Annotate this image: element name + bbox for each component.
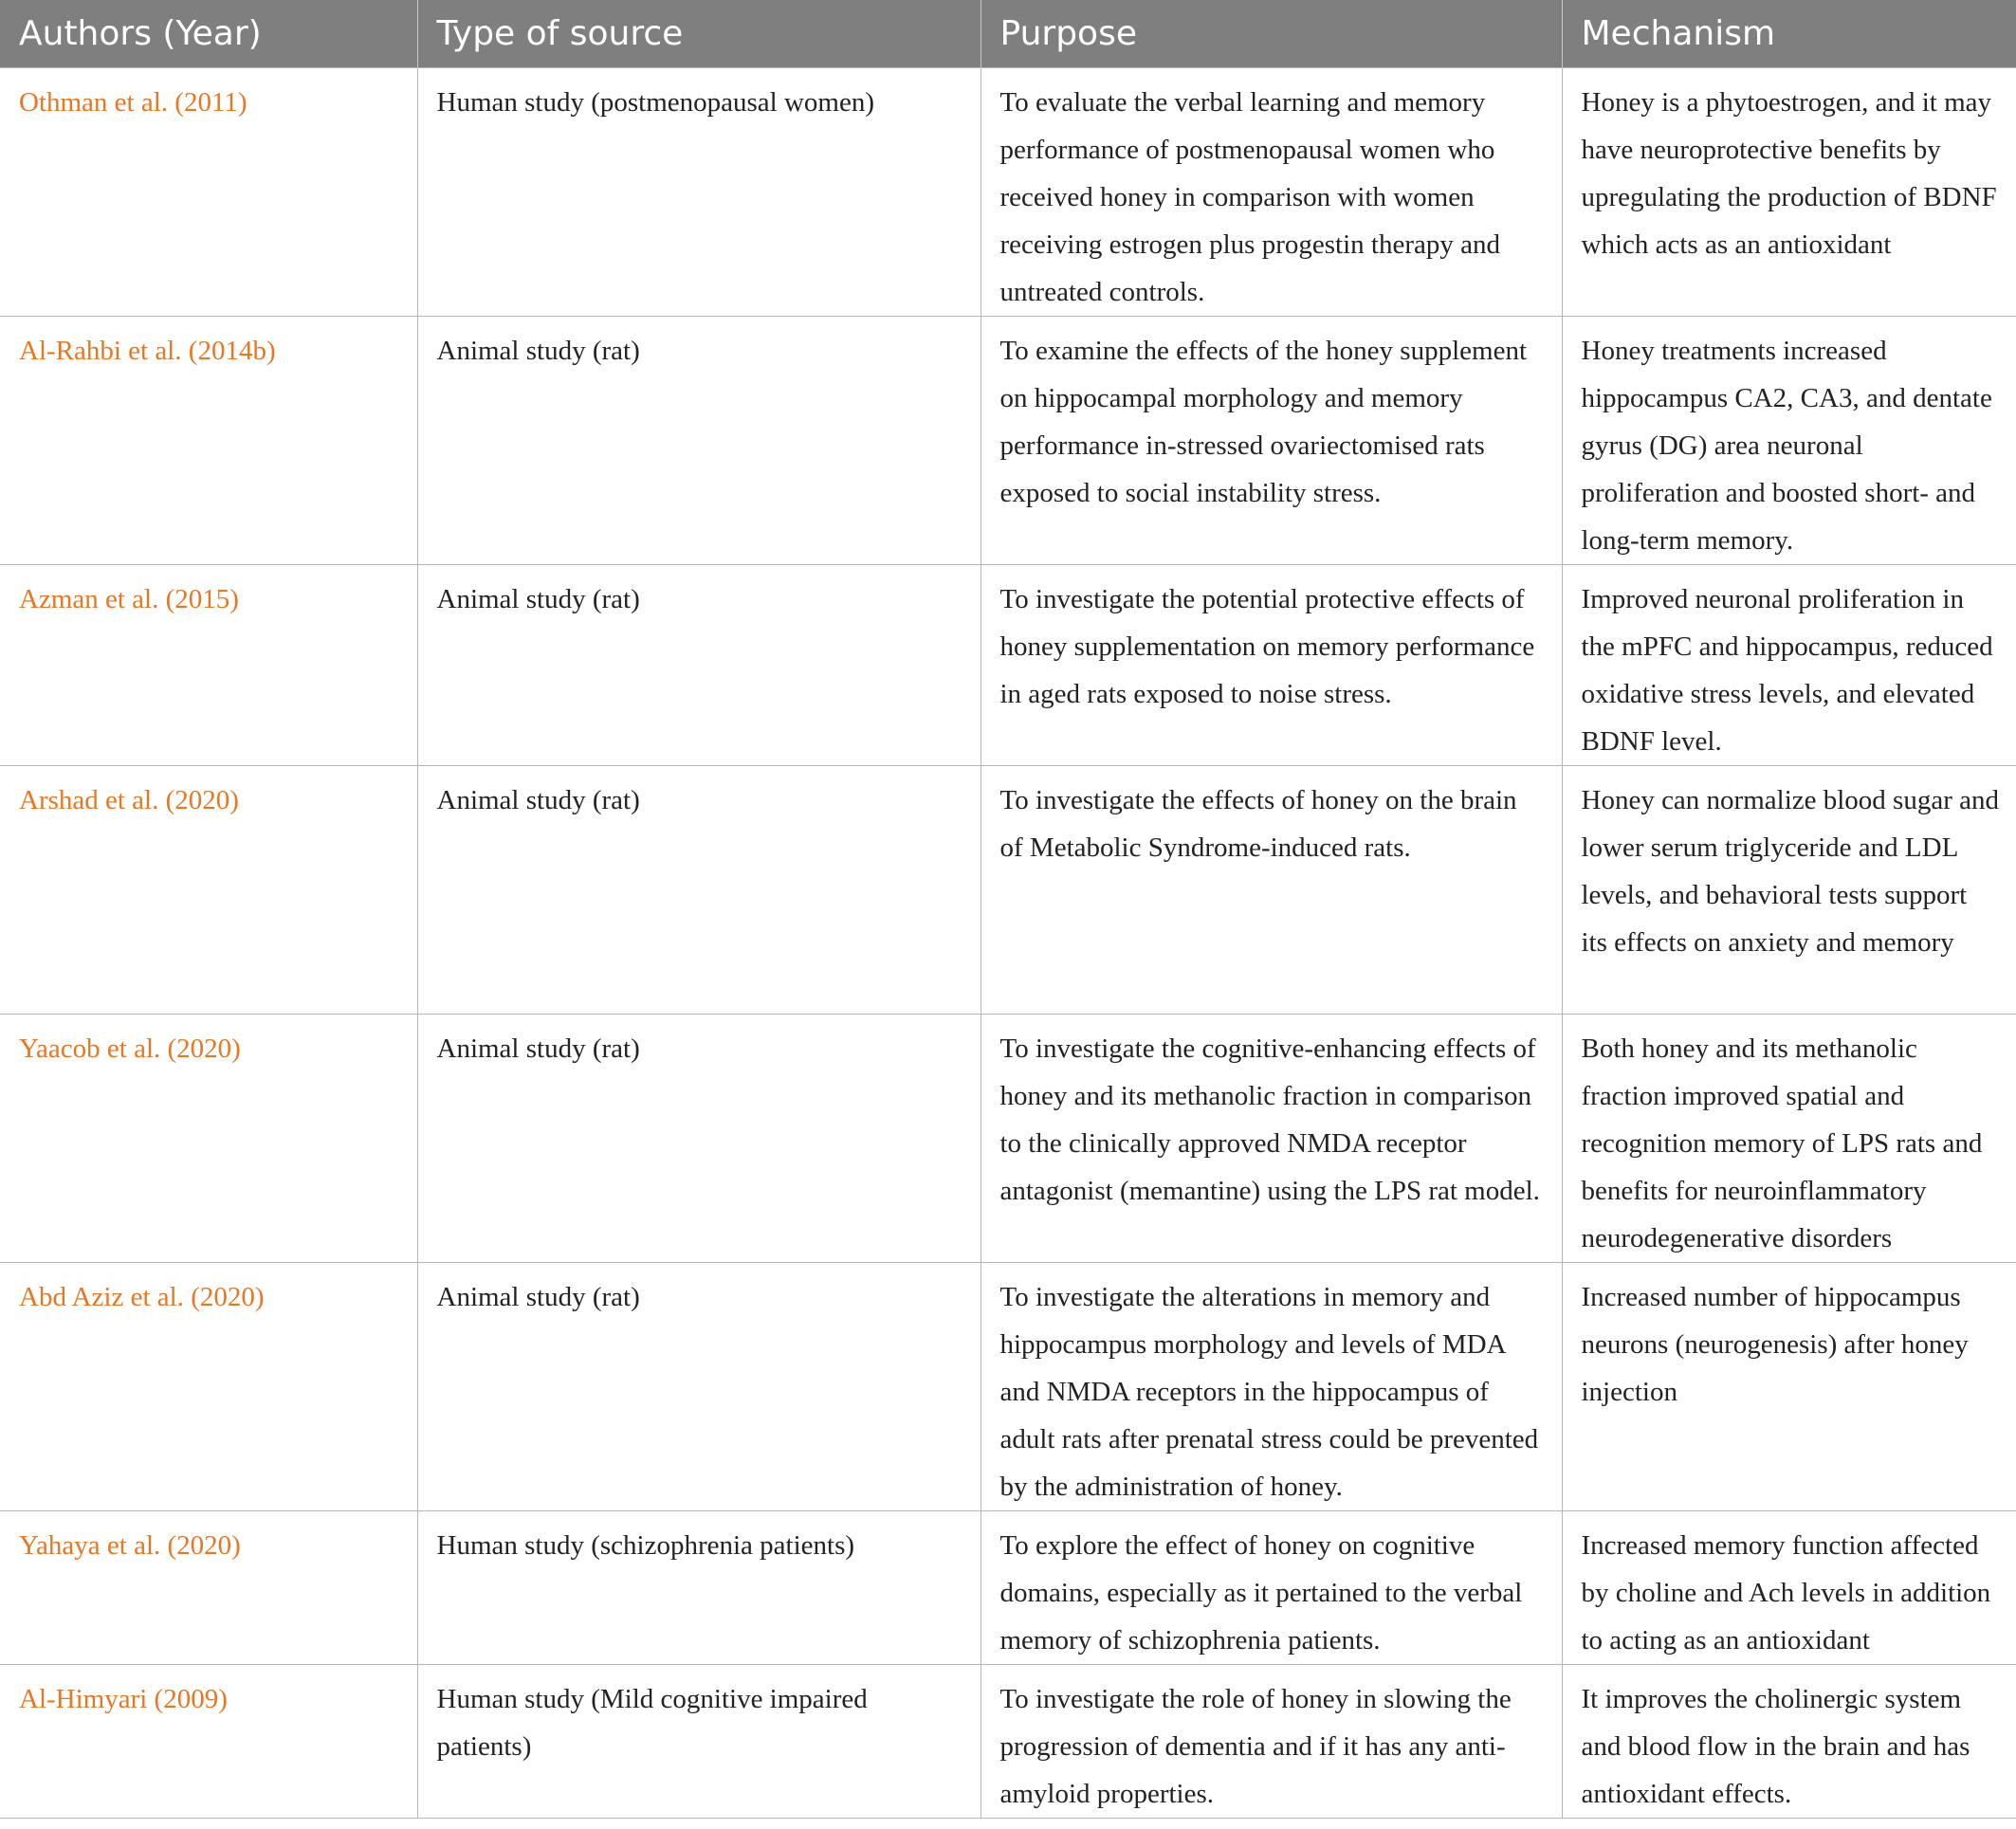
purpose-cell: To investigate the alterations in memory and hippocampus morphology and levels of MDA and NMDA receptors in the hippocampus of adult rats after prenatal stress could be prevented by the administration of honey. — [981, 1263, 1562, 1511]
table-row — [0, 317, 2016, 565]
mechanism-cell: Improved neuronal proliferation in the mPFC and hippocampus, reduced oxidative stress levels, and elevated BDNF level. — [1562, 565, 2016, 766]
mechanism-cell: Honey can normalize blood sugar and lower serum triglyceride and LDL levels, and behavioral tests support its effects on anxiety and memory — [1562, 766, 2016, 1015]
header-type-of-source: Type of source — [417, 0, 981, 68]
author-year-link[interactable]: Al-Himyari (2009) — [0, 1665, 417, 1819]
table-header-row — [0, 0, 2016, 68]
table-row — [0, 1263, 2016, 1511]
mechanism-cell: Honey is a phytoestrogen, and it may have neuroprotective benefits by upregulating the production of BDNF which acts as an antioxidant — [1562, 68, 2016, 317]
mechanism-cell: It improves the cholinergic system and blood flow in the brain and has antioxidant effects. — [1562, 1665, 2016, 1819]
source-type-cell: Human study (schizophrenia patients) — [417, 1511, 981, 1665]
source-type-cell: Animal study (rat) — [417, 766, 981, 1015]
mechanism-cell: Increased number of hippocampus neurons (neurogenesis) after honey injection — [1562, 1263, 2016, 1511]
author-year-link[interactable]: Yahaya et al. (2020) — [0, 1511, 417, 1665]
source-type-cell: Animal study (rat) — [417, 317, 981, 565]
purpose-cell: To explore the effect of honey on cognitive domains, especially as it pertained to the verbal memory of schizophrenia patients. — [981, 1511, 1562, 1665]
purpose-cell: To investigate the cognitive-enhancing effects of honey and its methanolic fraction in comparison to the clinically approved NMDA receptor antagonist (memantine) using the LPS rat model. — [981, 1015, 1562, 1263]
mechanism-cell: Both honey and its methanolic fraction improved spatial and recognition memory of LPS rats and benefits for neuroinflammatory neurodegenerative disorders — [1562, 1015, 2016, 1263]
table-row — [0, 565, 2016, 766]
mechanism-cell: Increased memory function affected by choline and Ach levels in addition to acting as an antioxidant — [1562, 1511, 2016, 1665]
table-row — [0, 1665, 2016, 1819]
purpose-cell: To examine the effects of the honey supplement on hippocampal morphology and memory performance in-stressed ovariectomised rats exposed to social instability stress. — [981, 317, 1562, 565]
source-type-cell: Human study (postmenopausal women) — [417, 68, 981, 317]
header-authors-year: Authors (Year) — [0, 0, 417, 68]
mechanism-cell: Honey treatments increased hippocampus CA2, CA3, and dentate gyrus (DG) area neuronal proliferation and boosted short- and long-term memory. — [1562, 317, 2016, 565]
author-year-link[interactable]: Arshad et al. (2020) — [0, 766, 417, 1015]
source-type-cell: Animal study (rat) — [417, 565, 981, 766]
purpose-cell: To investigate the effects of honey on the brain of Metabolic Syndrome-induced rats. — [981, 766, 1562, 1015]
source-type-cell: Animal study (rat) — [417, 1015, 981, 1263]
author-year-link[interactable]: Othman et al. (2011) — [0, 68, 417, 317]
header-mechanism: Mechanism — [1562, 0, 2016, 68]
source-type-cell: Animal study (rat) — [417, 1263, 981, 1511]
purpose-cell: To evaluate the verbal learning and memory performance of postmenopausal women who received honey in comparison with women receiving estrogen plus progestin therapy and untreated controls. — [981, 68, 1562, 317]
purpose-cell: To investigate the role of honey in slowing the progression of dementia and if it has any anti-amyloid properties. — [981, 1665, 1562, 1819]
table-row — [0, 766, 2016, 1015]
table-row — [0, 1511, 2016, 1665]
purpose-cell: To investigate the potential protective effects of honey supplementation on memory performance in aged rats exposed to noise stress. — [981, 565, 1562, 766]
author-year-link[interactable]: Azman et al. (2015) — [0, 565, 417, 766]
table-row — [0, 68, 2016, 317]
table-row — [0, 1015, 2016, 1263]
author-year-link[interactable]: Abd Aziz et al. (2020) — [0, 1263, 417, 1511]
header-purpose: Purpose — [981, 0, 1562, 68]
author-year-link[interactable]: Yaacob et al. (2020) — [0, 1015, 417, 1263]
source-type-cell: Human study (Mild cognitive impaired patients) — [417, 1665, 981, 1819]
author-year-link[interactable]: Al-Rahbi et al. (2014b) — [0, 317, 417, 565]
